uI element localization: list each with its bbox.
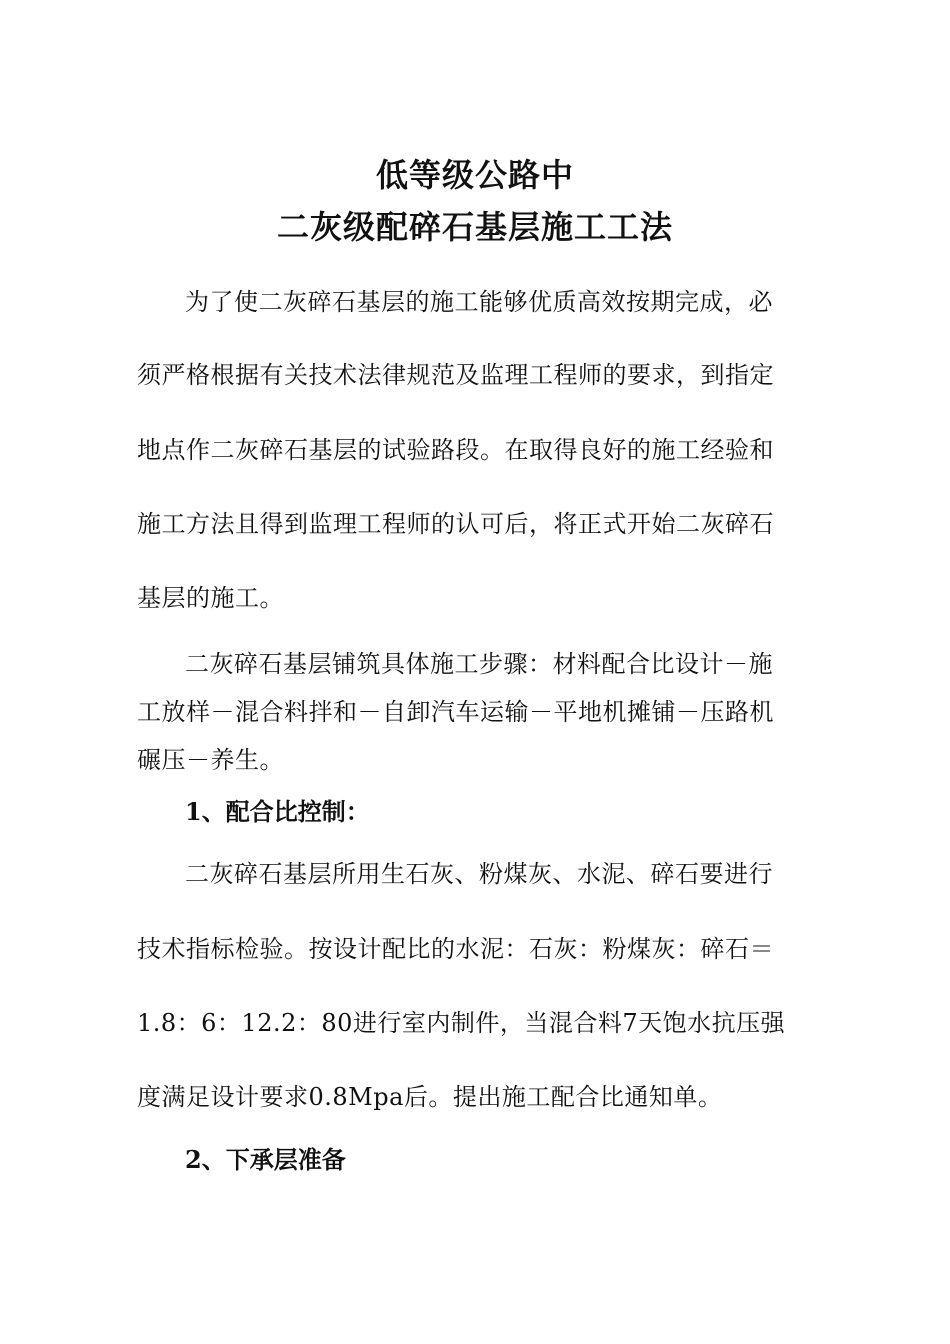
document-title-line1: 低等级公路中 xyxy=(375,156,574,194)
paragraph-line: 碾压－养生。 xyxy=(137,746,284,774)
paragraph-line: 工放样－混合料拌和－自卸汽车运输－平地机摊铺－压路机 xyxy=(137,698,774,726)
paragraph-line: 二灰碎石基层铺筑具体施工步骤：材料配合比设计－施 xyxy=(185,650,773,678)
paragraph-line: 1.8：6：12.2：80进行室内制件，当混合料7天饱水抗压强 xyxy=(137,1009,786,1037)
section-heading-1: 1、配合比控制： xyxy=(185,797,370,826)
section-heading-2: 2、下承层准备 xyxy=(185,1145,346,1174)
paragraph-line: 基层的施工。 xyxy=(137,584,284,612)
paragraph-line: 地点作二灰碎石基层的试验路段。在取得良好的施工经验和 xyxy=(137,436,774,464)
paragraph-line: 施工方法且得到监理工程师的认可后，将正式开始二灰碎石 xyxy=(137,510,774,538)
document-title-line2: 二灰级配碎石基层施工工法 xyxy=(276,208,673,246)
paragraph-line: 须严格根据有关技术法律规范及监理工程师的要求，到指定 xyxy=(137,361,774,389)
paragraph-line: 技术指标检验。按设计配比的水泥：石灰：粉煤灰：碎石＝ xyxy=(137,935,774,963)
paragraph-line: 为了使二灰碎石基层的施工能够优质高效按期完成，必 xyxy=(185,288,773,316)
paragraph-line: 二灰碎石基层所用生石灰、粉煤灰、水泥、碎石要进行 xyxy=(185,860,773,888)
paragraph-line: 度满足设计要求0.8Mpa后。提出施工配合比通知单。 xyxy=(137,1083,723,1111)
